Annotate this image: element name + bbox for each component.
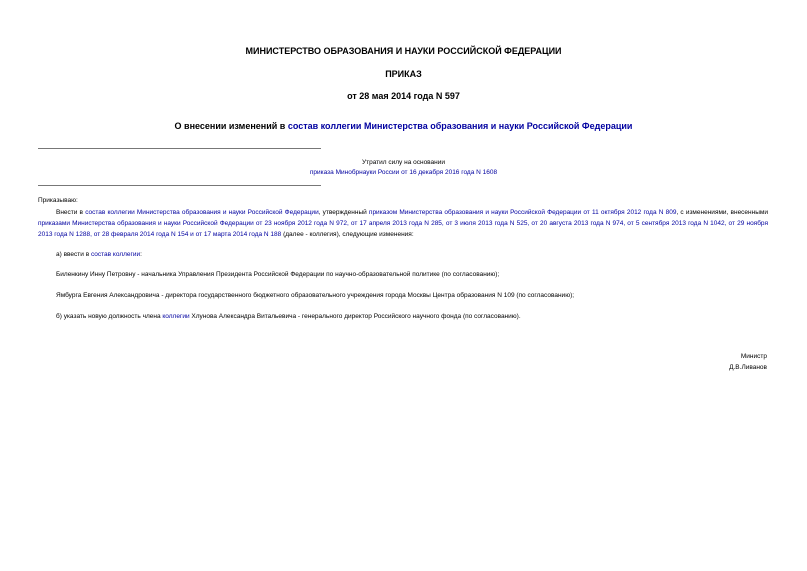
title-prefix: О внесении изменений в [174, 121, 288, 131]
paragraph-1 [38, 207, 768, 240]
person-1: Биленкину Инну Петровну - начальника Управления Президента Российской Федерации по научно-образовательной политике (по согласованию); [56, 271, 500, 278]
item-a-suffix: : [140, 251, 142, 258]
ministry-heading: МИНИСТЕРСТВО ОБРАЗОВАНИЯ И НАУКИ РОССИЙСКОЙ ФЕДЕРАЦИИ [245, 46, 562, 56]
document-date-number: от 28 мая 2014 года N 597 [347, 91, 460, 101]
order-word: Приказываю: [38, 197, 78, 204]
p1-text-2: , утвержденный [318, 209, 369, 216]
item-a-link[interactable]: состав коллегии [90, 251, 141, 258]
document-title [0, 121, 807, 131]
repeal-note-line1: Утратил силу на основании [361, 159, 446, 166]
p1-text-1: Внести в [56, 209, 86, 216]
signature-name: Д.В.Ливанов [729, 364, 767, 371]
divider-top [38, 148, 321, 149]
p1-text-4: (далее - коллегия), следующие изменения: [281, 231, 414, 238]
item-b-link[interactable]: коллегии [162, 313, 190, 320]
p1-link-order-809[interactable]: приказом Министерства образования и науки Российской Федерации от 11 октября 2012 года N 809 [368, 209, 677, 216]
p1-text-3: , с изменениями, внесенными [676, 209, 769, 216]
item-b-suffix: Хлунова Александра Витальевича - генерального директор Российского научного фонда (по согласованию). [189, 313, 521, 320]
p1-link-amending-orders[interactable]: приказами Министерства образования и науки Российской Федерации от 23 ноября 2012 года N 972, от 17 апреля 2013 года N 285, от 3 июля 2013 года N 525, от 20 августа 2013 года N 974, от 5 сентября 2013 года N 1042, от 29 ноября 2013 года N 1288, от 28 февраля 2014 года N 154 и от 17 марта 2014 года N 188 [38, 220, 768, 238]
divider-bottom [38, 185, 321, 186]
item-b [56, 313, 521, 320]
person-2: Ямбурга Евгения Александровича - директора государственного бюджетного образовательного учреждения города Москвы Центра образования N 109 (по согласованию); [56, 292, 575, 299]
repeal-note-link[interactable]: приказа Минобрнауки России от 16 декабря 2016 года N 1608 [309, 169, 498, 176]
item-a [56, 251, 142, 258]
p1-link-composition[interactable]: состав коллегии Министерства образования и науки Российской Федерации [85, 209, 319, 216]
document-type: ПРИКАЗ [385, 69, 422, 79]
title-link[interactable]: состав коллегии Министерства образования и науки Российской Федерации [287, 121, 633, 131]
item-a-prefix: а) ввести в [56, 251, 91, 258]
item-b-prefix: б) указать новую должность члена [56, 313, 163, 320]
signature-position: Министр [740, 353, 767, 360]
